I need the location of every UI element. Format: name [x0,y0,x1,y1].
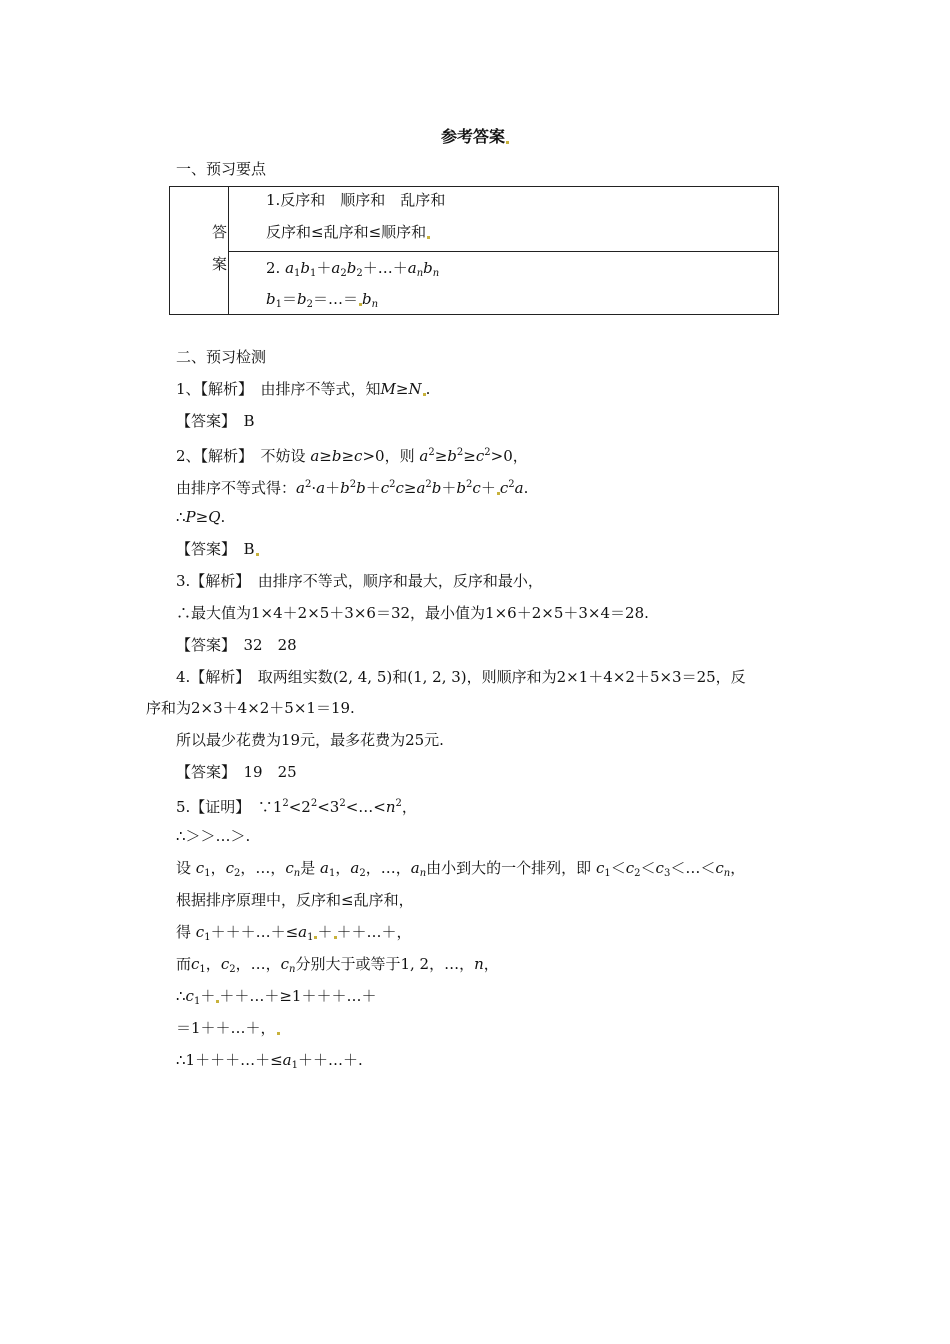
answer-table [169,186,779,315]
q5-line6: 而$c_1$，$c_2$，…，$c_n$分别大于或等于1, 2，…，n， [176,955,499,975]
table-label-bottom: 案 [212,255,228,273]
q4-line3: 所以最少花费为19元，最多花费为25元. [176,731,444,749]
q3-line2: ∴最大值为1×4＋2×5＋3×6＝32，最小值为1×6＋2×5＋3×4＝28. [176,604,649,622]
q5-proof: 5.【证明】 $\because 1^2<2^2<3^2<\dots<n^2$， [176,798,417,816]
q5-line7: $\therefore c_1+$ ＋＋…＋≥1＋＋＋…＋ [176,987,377,1007]
table-cell-2-line1: 2. $a_1b_1+a_2b_2+\dots+a_nb_n$ [266,259,440,279]
section-heading-preview-check: 二、预习检测 [176,348,267,366]
q2-analysis: 2、【解析】 不妨设 a≥b≥c>0，则 $a^2\ge b^2\ge c^2>0$， [176,447,528,465]
q2-line2: 由排序不等式得：$a^2\cdot a+b^2b+c^2c\ge a^2b+b^2c+ c^2a$. [176,479,529,497]
table-label-top: 答 [212,223,228,241]
q4-answer: 【答案】 19 25 [176,763,297,781]
section-heading-preview-points: 一、预习要点 [176,160,267,178]
q2-line3: ∴P≥Q. [176,508,226,526]
q5-line8: ＝1＋＋…＋， [176,1017,280,1039]
q5-line9: $\therefore 1+++\dots+\le a_1++\dots+$. [176,1051,363,1071]
q5-line3: 设 $c_1$，$c_2$，…，$c_n$是 $a_1$，$a_2$，…，$a_n$由小到大的一个排列，即 $c_1<c_2<c_3<\dots<c_n$， [176,859,746,879]
table-cell-1-line2: 反序和≤乱序和≤顺序和 [266,221,430,242]
q1-analysis: 1、【解析】 由排序不等式，知M≥N . [176,380,431,398]
q5-line5: 得 $c_1+++\dots+\le a_1$ ＋ ＋＋…＋， [176,923,412,943]
table-cell-1-line1: 1.反序和 顺序和 乱序和 [266,191,446,209]
q3-analysis: 3.【解析】 由排序不等式，顺序和最大，反序和最小， [176,572,543,590]
table-cell-2-line2: $b_1=b_2=\dots= b_n$ [266,290,379,310]
page-title: 参考答案 [0,124,950,147]
q1-answer: 【答案】 B [176,412,255,430]
q4-analysis: 4.【解析】 取两组实数(2, 4, 5)和(1, 2, 3)，则顺序和为2×1＋4×2＋5×3＝25，反 [176,668,746,686]
q2-answer: 【答案】 B [176,538,259,560]
q5-line2: ∴＞＞…＞. [176,827,251,845]
table-divider-horizontal [228,251,778,252]
q3-answer: 【答案】 32 28 [176,636,297,654]
q5-line4: 根据排序原理中，反序和≤乱序和， [176,891,414,909]
q4-line2: 序和为2×3＋4×2＋5×1＝19. [146,699,355,717]
